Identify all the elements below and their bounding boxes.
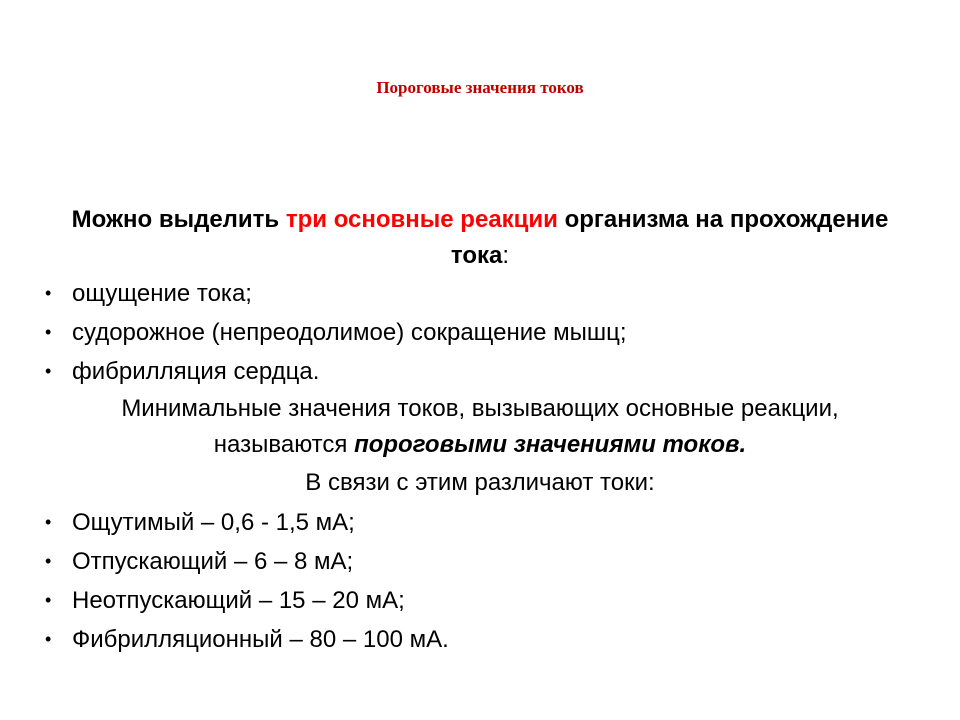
type-text: Ощутимый – 0,6 - 1,5 мА;: [72, 509, 355, 536]
reaction-text: судорожное (непреодолимое) сокращение мышц;: [72, 319, 627, 346]
type-text: Отпускающий – 6 – 8 мА;: [72, 548, 354, 575]
list-item: [0, 313, 960, 352]
list-item: [0, 503, 960, 542]
reaction-text: фибрилляция сердца.: [72, 358, 320, 385]
bullet-icon: •: [45, 590, 52, 610]
intro-highlight: три основные реакции: [285, 206, 558, 233]
type-text: Неотпускающий – 15 – 20 мА;: [72, 587, 405, 614]
intro-paragraph: [0, 202, 960, 274]
intro-colon: :: [502, 242, 510, 269]
definition-paragraph: [0, 391, 960, 463]
bullet-icon: •: [45, 322, 52, 342]
bullet-icon: •: [45, 551, 52, 571]
list-item: [0, 274, 960, 313]
slide-body: [0, 202, 960, 659]
current-types-list: [0, 503, 960, 659]
reactions-list: [0, 274, 960, 391]
list-item: [0, 620, 960, 659]
list-item: [0, 581, 960, 620]
type-text: Фибрилляционный – 80 – 100 мА.: [72, 626, 449, 653]
definition-emphasis: пороговыми значениями токов.: [354, 431, 747, 458]
intro-text-1: Можно выделить: [71, 206, 286, 233]
definition-text: Минимальные значения токов, вызывающих основные реакции, называются: [121, 395, 839, 458]
bullet-icon: •: [45, 361, 52, 381]
bullet-icon: •: [45, 283, 52, 303]
list-item: [0, 352, 960, 391]
slide-title: Пороговые значения токов: [376, 78, 584, 97]
list-item: [0, 542, 960, 581]
intro-text-3: организма на прохождение тока: [450, 206, 889, 269]
bullet-icon: •: [45, 629, 52, 649]
bullet-icon: •: [45, 512, 52, 532]
reaction-text: ощущение тока;: [72, 280, 252, 307]
types-intro: В связи с этим различают токи:: [305, 469, 655, 496]
